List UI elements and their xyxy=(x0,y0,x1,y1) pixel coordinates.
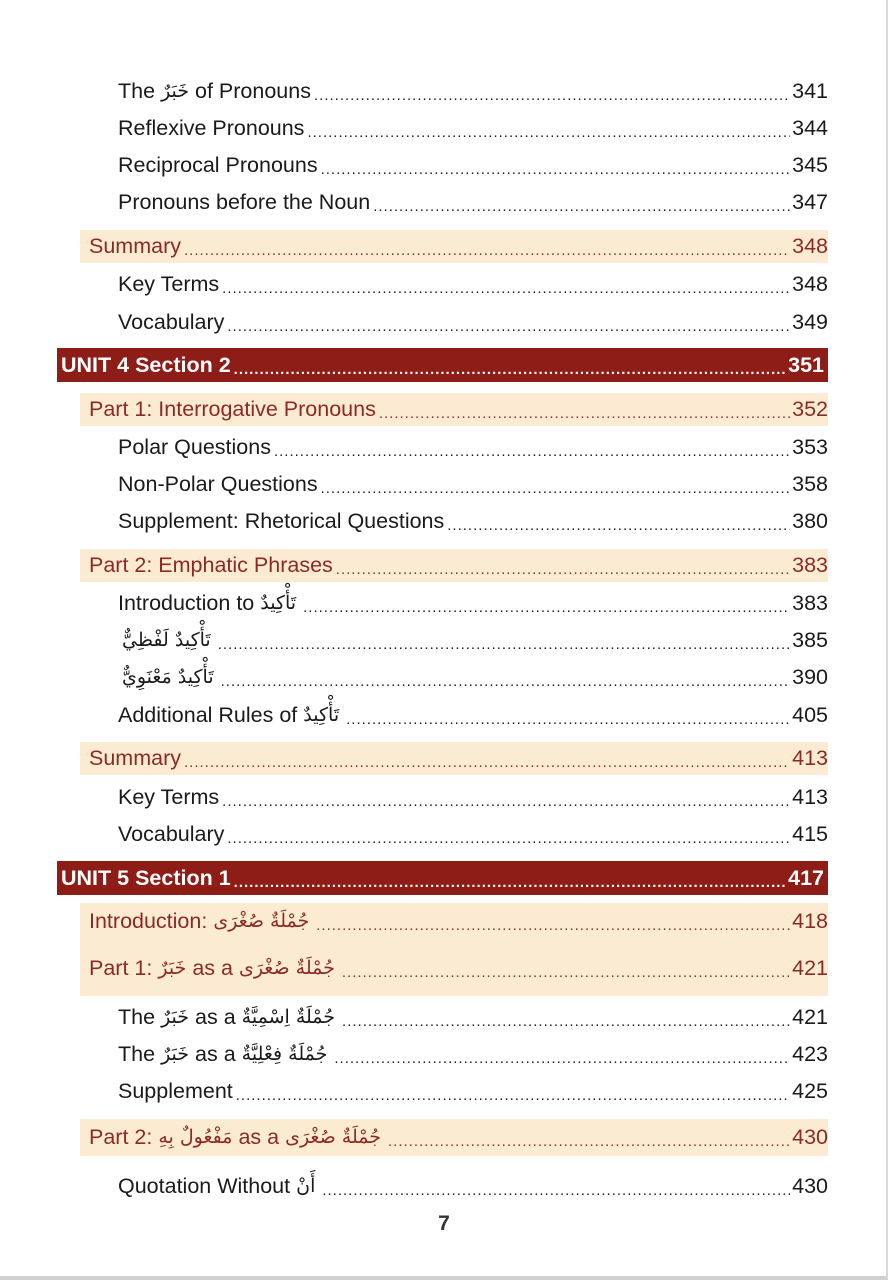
title-text: The xyxy=(118,78,156,103)
toc-page-number: 380 xyxy=(792,508,828,533)
toc-part-entry[interactable] xyxy=(80,1120,828,1154)
toc-entry-title xyxy=(88,397,377,422)
toc-page-number: 430 xyxy=(792,1124,828,1149)
toc-entry[interactable] xyxy=(117,430,828,464)
toc-entry-title xyxy=(88,553,334,578)
toc-page-number: 351 xyxy=(788,352,824,377)
title-text: Part 1: xyxy=(89,955,153,980)
toc-entry[interactable] xyxy=(117,267,828,301)
title-text: as a xyxy=(195,1004,236,1029)
toc-entry-title xyxy=(117,472,319,497)
page-number: 7 xyxy=(438,1212,450,1235)
title-text: Supplement xyxy=(118,1078,233,1103)
toc-entry-title xyxy=(60,866,232,891)
toc-entry-title xyxy=(60,353,232,378)
arabic-term: تَأْكِيدٌ xyxy=(303,704,340,726)
arabic-term: جُمْلَةٌ اِسْمِيَّةٌ xyxy=(241,1006,336,1028)
toc-entry-title xyxy=(117,310,225,335)
dot-leader xyxy=(184,758,790,775)
toc-entry-title xyxy=(88,234,182,259)
toc-page-number: 413 xyxy=(792,784,828,809)
dot-leader xyxy=(303,603,790,620)
arabic-term: خَبَرٌ xyxy=(161,80,190,102)
arabic-term: جُمْلَةٌ فِعْلِيَّةٌ xyxy=(241,1043,328,1065)
toc-entry[interactable] xyxy=(117,305,828,339)
toc-unit-entry[interactable] xyxy=(57,348,828,382)
toc-page-number: 348 xyxy=(792,233,828,258)
toc-page-number: 390 xyxy=(792,664,828,689)
toc-page-number: 415 xyxy=(792,821,828,846)
toc-entry-title xyxy=(117,435,272,460)
toc-page-number: 341 xyxy=(792,78,828,103)
toc-entry-title xyxy=(117,190,371,215)
arabic-term: جُمْلَةٌ صُغْرَى xyxy=(285,1126,381,1148)
toc-page-number: 417 xyxy=(788,865,824,890)
title-text: Vocabulary xyxy=(118,309,225,334)
arabic-term: مَفْعُولٌ بِهِ xyxy=(158,1126,233,1148)
dot-leader xyxy=(314,91,790,108)
toc-entry[interactable] xyxy=(117,74,828,108)
dot-leader xyxy=(336,565,790,582)
dot-leader xyxy=(227,834,790,851)
dot-leader xyxy=(342,1017,790,1034)
toc-entry-title xyxy=(117,116,305,141)
toc-page-number: 405 xyxy=(792,702,828,727)
dot-leader xyxy=(342,968,790,985)
dot-leader xyxy=(334,1054,790,1071)
toc-entry[interactable] xyxy=(117,660,828,694)
toc-entry-title xyxy=(117,591,301,616)
toc-entry-title xyxy=(88,1125,386,1150)
toc-entry-title xyxy=(117,272,220,297)
title-text: as a xyxy=(192,955,233,980)
toc-entry-title xyxy=(117,1005,340,1030)
dot-leader xyxy=(234,365,786,382)
dot-leader xyxy=(227,322,790,339)
title-text: Key Terms xyxy=(118,784,220,809)
arabic-term: خَبَرٌ xyxy=(161,1006,190,1028)
dot-leader xyxy=(346,715,790,732)
title-text: Polar Questions xyxy=(118,434,271,459)
arabic-term: جُمْلَةٌ صُغْرَى xyxy=(213,910,310,932)
toc-page-number: 423 xyxy=(792,1041,828,1066)
dot-leader xyxy=(184,246,790,263)
toc-entry-title xyxy=(117,785,220,810)
title-text: Reciprocal Pronouns xyxy=(118,152,318,177)
title-text: UNIT 5 Section 1 xyxy=(61,865,231,890)
arabic-term: خَبَرٌ xyxy=(158,957,187,979)
title-text: as a xyxy=(195,1041,236,1066)
toc-part-entry[interactable] xyxy=(80,229,828,263)
toc-page-number: 421 xyxy=(792,1004,828,1029)
dot-leader xyxy=(316,921,790,938)
title-text: The xyxy=(118,1004,156,1029)
toc-entry[interactable] xyxy=(117,780,828,814)
arabic-term: تَأْكِيدٌ مَعْنَوِيٌّ xyxy=(122,666,214,688)
toc-unit-entry[interactable] xyxy=(57,861,828,895)
title-text: Key Terms xyxy=(118,271,220,296)
toc-part-entry[interactable] xyxy=(80,392,828,426)
dot-leader xyxy=(221,677,790,694)
toc-page-number: 344 xyxy=(792,115,828,140)
dot-leader xyxy=(322,1186,790,1203)
toc-entry-title xyxy=(88,909,314,934)
toc-entry-title xyxy=(117,153,319,178)
title-text: Part 2: Emphatic Phrases xyxy=(89,552,333,577)
toc-page-number: 358 xyxy=(792,471,828,496)
title-text: Supplement: Rhetorical Questions xyxy=(118,508,445,533)
toc-entry[interactable] xyxy=(117,817,828,851)
toc-entry[interactable] xyxy=(117,111,828,145)
title-text: Introduction: xyxy=(89,908,208,933)
toc-page-number: 413 xyxy=(792,745,828,770)
title-text: Reflexive Pronouns xyxy=(118,115,305,140)
toc-page-number: 421 xyxy=(792,955,828,980)
title-text: Quotation Without xyxy=(118,1173,291,1198)
toc-entry-title xyxy=(117,629,216,651)
dot-leader xyxy=(236,1091,790,1108)
arabic-term: خَبَرٌ xyxy=(161,1043,190,1065)
toc-page-number: 418 xyxy=(792,908,828,933)
dot-leader xyxy=(379,409,790,426)
toc-entry[interactable] xyxy=(117,1169,828,1203)
title-text: as a xyxy=(238,1124,280,1149)
title-text: Introduction to xyxy=(118,590,255,615)
toc-entry-title xyxy=(117,703,344,728)
dot-leader xyxy=(234,878,786,895)
toc-entry-title xyxy=(88,746,182,771)
toc-entry-title xyxy=(117,822,225,847)
title-text: Part 2: xyxy=(89,1124,153,1149)
toc-part-entry[interactable] xyxy=(80,741,828,775)
toc-entry-title xyxy=(117,1174,320,1199)
title-text: The xyxy=(118,1041,156,1066)
toc-page-number: 352 xyxy=(792,396,828,421)
toc-entry[interactable] xyxy=(117,1037,828,1071)
toc-entry-title xyxy=(88,956,340,981)
dot-leader xyxy=(447,521,790,538)
toc-entry[interactable] xyxy=(117,698,828,732)
toc-part-entry[interactable] xyxy=(80,548,828,582)
toc-page-number: 347 xyxy=(792,189,828,214)
toc-page-number: 383 xyxy=(792,552,828,577)
toc-entry[interactable] xyxy=(117,623,828,657)
title-text: of Pronouns xyxy=(195,78,311,103)
toc-page-number: 430 xyxy=(792,1173,828,1198)
toc-entry[interactable] xyxy=(117,586,828,620)
dot-leader xyxy=(274,447,790,464)
title-text: Summary xyxy=(89,233,181,258)
title-text: Part 1: Interrogative Pronouns xyxy=(89,396,376,421)
toc-entry[interactable] xyxy=(117,148,828,182)
toc-page-number: 345 xyxy=(792,152,828,177)
title-text: Vocabulary xyxy=(118,821,225,846)
toc-page-number: 348 xyxy=(792,271,828,296)
toc-entry[interactable] xyxy=(117,504,828,538)
dot-leader xyxy=(388,1137,790,1154)
arabic-term: أَنْ xyxy=(296,1175,316,1197)
title-text: UNIT 4 Section 2 xyxy=(61,352,231,377)
dot-leader xyxy=(307,128,790,145)
toc-entry[interactable] xyxy=(117,467,828,501)
toc-page-number: 383 xyxy=(792,590,828,615)
toc-entry-title xyxy=(117,1079,234,1104)
arabic-term: جُمْلَةٌ صُغْرَى xyxy=(238,957,335,979)
title-text: Pronouns before the Noun xyxy=(118,189,371,214)
dot-leader xyxy=(373,202,790,219)
title-text: Additional Rules of xyxy=(118,702,298,727)
toc-page-number: 425 xyxy=(792,1078,828,1103)
dot-leader xyxy=(321,484,791,501)
toc-entry-title xyxy=(117,666,219,688)
arabic-term: تَأْكِيدٌ xyxy=(260,592,297,614)
toc-entry[interactable] xyxy=(117,185,828,219)
dot-leader xyxy=(222,797,790,814)
dot-leader xyxy=(321,165,791,182)
toc-entry-title xyxy=(117,79,312,104)
toc-page-number: 349 xyxy=(792,309,828,334)
toc-entry-title xyxy=(117,1042,332,1067)
title-text: Non-Polar Questions xyxy=(118,471,318,496)
dot-leader xyxy=(218,640,790,657)
toc-part-entry[interactable] xyxy=(80,951,828,985)
toc-page-number: 385 xyxy=(792,627,828,652)
toc-part-entry[interactable] xyxy=(80,904,828,938)
dot-leader xyxy=(222,284,790,301)
toc-entry[interactable] xyxy=(117,1074,828,1108)
toc-entry[interactable] xyxy=(117,1000,828,1034)
title-text: Summary xyxy=(89,745,181,770)
arabic-term: تَأْكِيدٌ لَفْظِيٌّ xyxy=(122,629,211,651)
toc-entry-title xyxy=(117,509,445,534)
toc-page-number: 353 xyxy=(792,434,828,459)
